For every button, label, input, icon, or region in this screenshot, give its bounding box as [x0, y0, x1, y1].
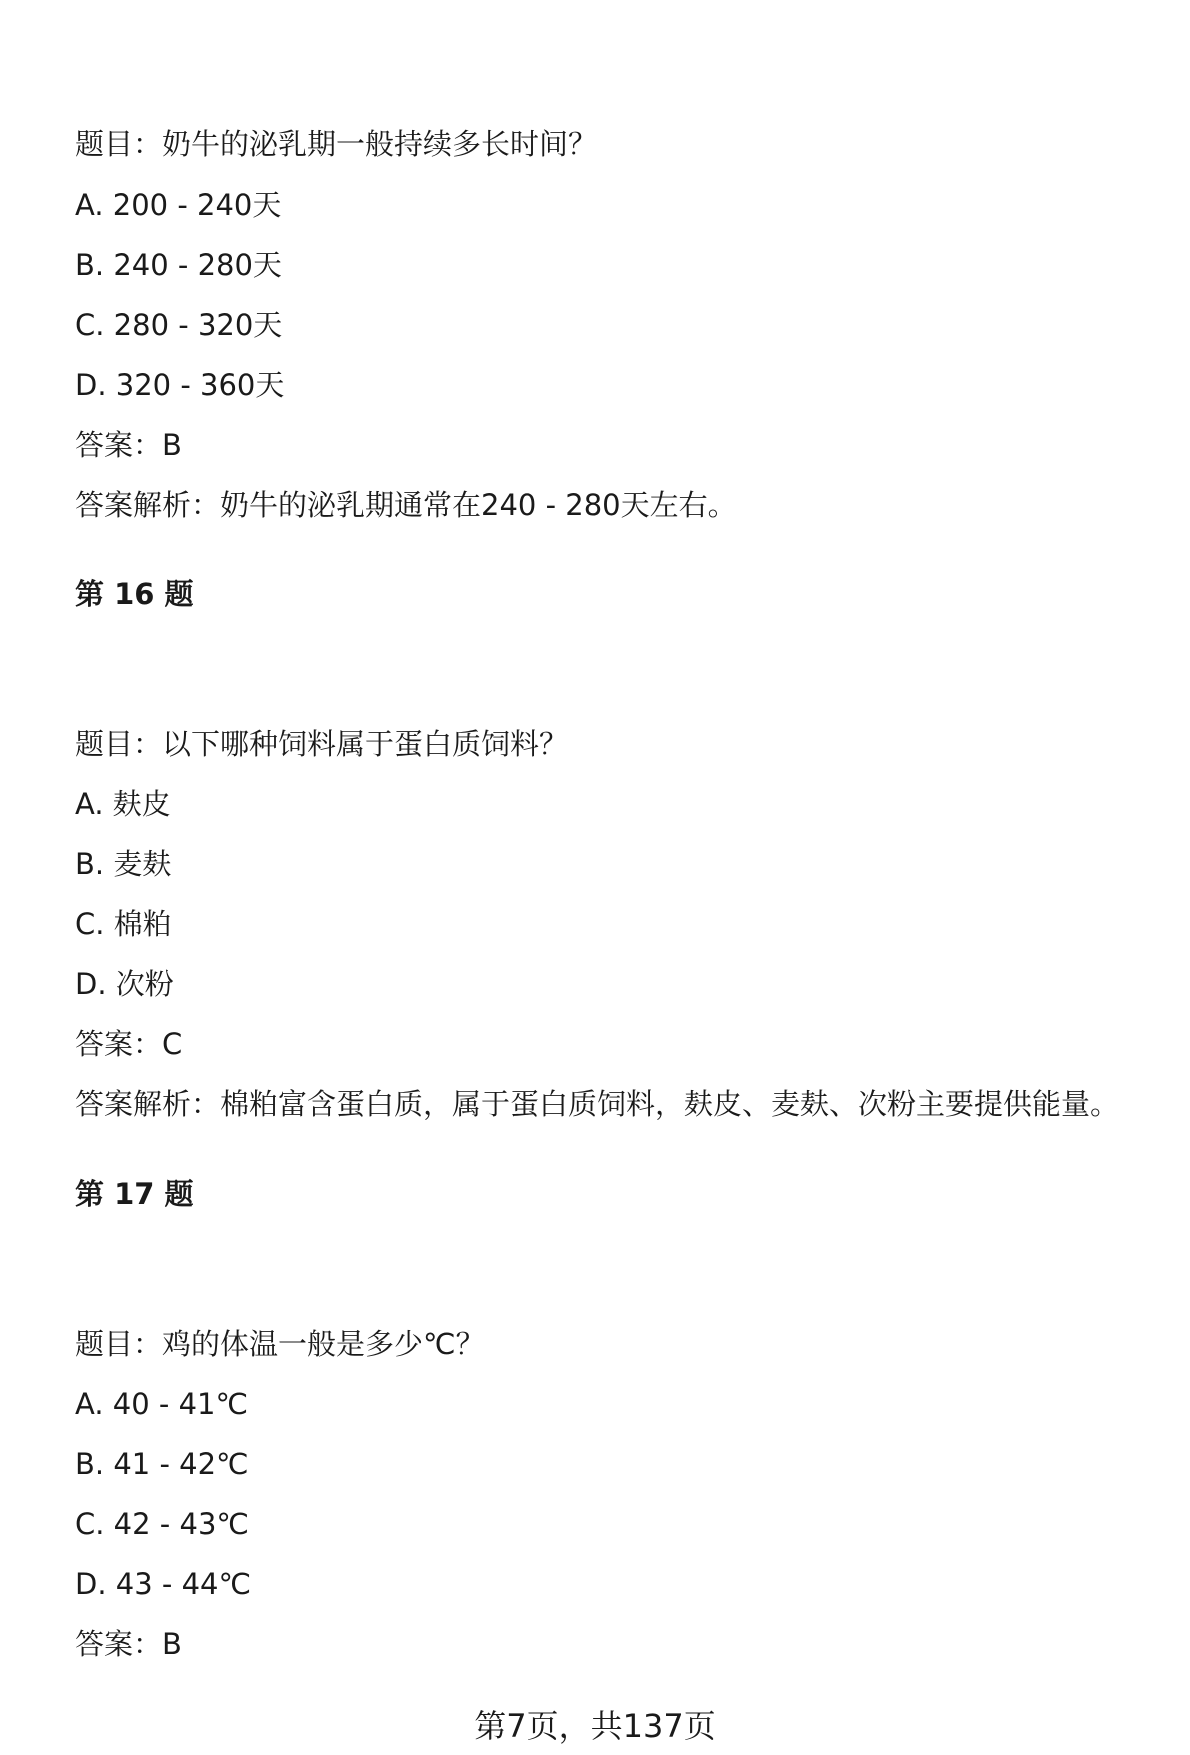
answer: 答案：B	[75, 1627, 182, 1661]
option-a: A. 200 - 240天	[75, 188, 282, 222]
question-stem: 题目：鸡的体温一般是多少℃？	[75, 1327, 485, 1361]
answer: 答案：C	[75, 1027, 183, 1061]
question-heading: 第 16 题	[75, 577, 194, 611]
option-c: C. 280 - 320天	[75, 308, 283, 342]
option-c: C. 棉粕	[75, 907, 172, 941]
option-b: B. 41 - 42℃	[75, 1447, 249, 1481]
option-c: C. 42 - 43℃	[75, 1507, 249, 1541]
answer: 答案：B	[75, 428, 182, 462]
option-a: A. 40 - 41℃	[75, 1387, 249, 1421]
answer-explanation: 答案解析：奶牛的泌乳期通常在240 - 280天左右。	[75, 488, 737, 522]
question-stem: 题目：奶牛的泌乳期一般持续多长时间？	[75, 127, 598, 161]
option-b: B. 240 - 280天	[75, 248, 282, 282]
question-stem: 题目：以下哪种饲料属于蛋白质饲料？	[75, 727, 569, 761]
option-a: A. 麸皮	[75, 787, 171, 821]
option-d: D. 43 - 44℃	[75, 1567, 252, 1601]
answer-explanation: 答案解析：棉粕富含蛋白质，属于蛋白质饲料，麸皮、麦麸、次粉主要提供能量。	[75, 1087, 1120, 1121]
page-number: 第7页，共137页	[474, 1707, 716, 1745]
question-heading: 第 17 题	[75, 1177, 194, 1211]
option-d: D. 次粉	[75, 967, 174, 1001]
option-d: D. 320 - 360天	[75, 368, 285, 402]
option-b: B. 麦麸	[75, 847, 172, 881]
